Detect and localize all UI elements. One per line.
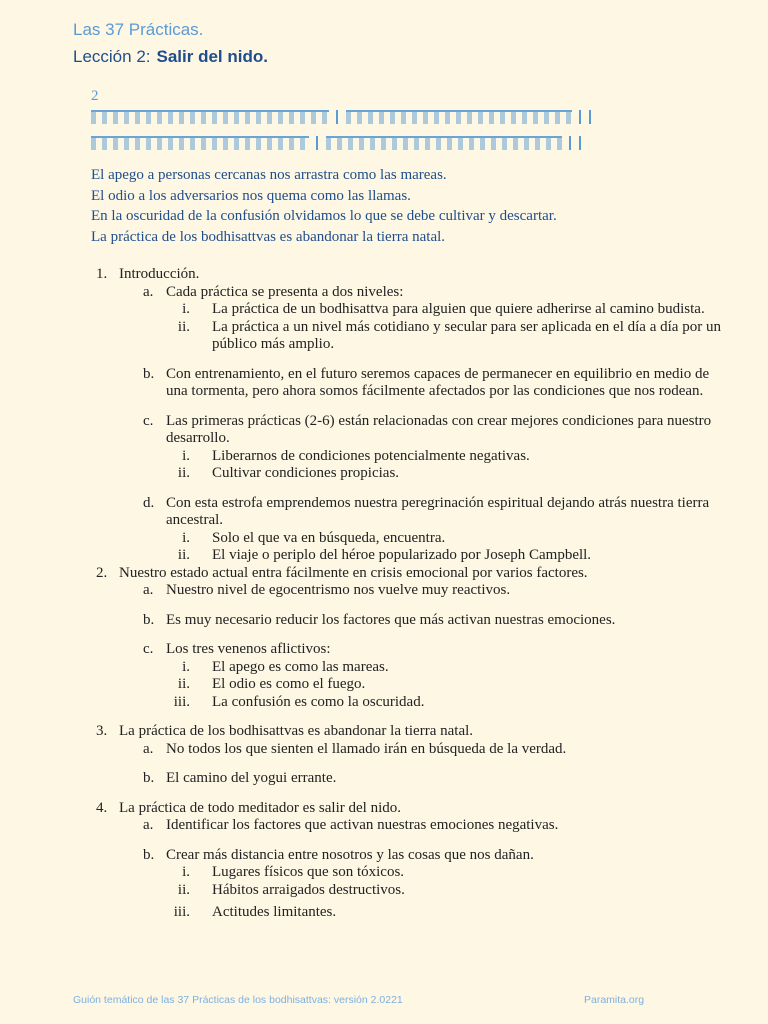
document-series-title: Las 37 Prácticas. xyxy=(73,20,204,39)
outline-item: 2. Nuestro estado actual entra fácilmente en crisis emocional por varios factores. xyxy=(96,564,588,581)
tibetan-verse xyxy=(91,106,591,158)
outline-subitem: a. Nuestro nivel de egocentrismo nos vuelve muy reactivos. xyxy=(143,582,511,598)
outline-item: 3. La práctica de los bodhisattvas es abandonar la tierra natal. xyxy=(96,723,474,739)
stanza-line: En la oscuridad de la confusión olvidamos lo que se debe cultivar y descartar. xyxy=(91,208,557,224)
outline-point: iii. La confusión es como la oscuridad. xyxy=(173,693,425,710)
tibetan-verse-line-1 xyxy=(91,106,591,128)
outline-subitem: c. Las primeras prácticas (2-6) están relacionadas con crear mejores condiciones para nuestro desarrollo. xyxy=(143,412,712,446)
outline-item: 1. Introducción. xyxy=(96,266,200,282)
tibetan-verse-line-2 xyxy=(91,132,591,154)
outline-subitem: b. Es muy necesario reducir los factores que más activan nuestras emociones. xyxy=(143,611,616,628)
outline-subitem: d. Con esta estrofa emprendemos nuestra peregrinación espiritual dejando atrás nuestra tierra ancestral. xyxy=(143,494,710,528)
outline-subitem: b. El camino del yogui errante. xyxy=(143,770,337,786)
outline-point: ii. El viaje o periplo del héroe popularizado por Joseph Campbell. xyxy=(177,547,592,563)
outline-point: i. Liberarnos de condiciones potencialmente negativas. xyxy=(182,447,530,464)
outline-subitem: b. Con entrenamiento, en el futuro seremos capaces de permanecer en equilibrio en medio de una tormenta, pero ahora somos fácilmente afectados por las condiciones que nos rodean. xyxy=(143,365,710,399)
lesson-outline xyxy=(0,266,768,922)
outline-subitem: c. Los tres venenos aflictivos: xyxy=(143,641,331,657)
stanza-line: La práctica de los bodhisattvas es abandonar la tierra natal. xyxy=(91,228,446,245)
verse-number: 2 xyxy=(91,88,99,104)
spanish-stanza xyxy=(91,165,557,247)
outline-point: i. Lugares físicos que son tóxicos. xyxy=(182,864,405,880)
footer-site: Paramita.org xyxy=(584,994,645,1006)
outline-point: ii. La práctica a un nivel más cotidiano y secular para ser aplicada en el día a día por un público más amplio. xyxy=(177,318,721,352)
outline-item: 4. La práctica de todo meditador es salir del nido. xyxy=(96,799,401,816)
outline-subitem: b. Crear más distancia entre nosotros y las cosas que nos dañan. xyxy=(143,846,534,863)
outline-subitem: a. No todos los que sienten el llamado irán en búsqueda de la verdad. xyxy=(143,740,567,757)
outline-point: i. El apego es como las mareas. xyxy=(182,658,389,675)
outline-subitem: a. Cada práctica se presenta a dos niveles: xyxy=(143,283,404,300)
outline-point: i. Solo el que va en búsqueda, encuentra. xyxy=(182,529,446,546)
outline-point: iii. Actitudes limitantes. xyxy=(173,904,337,920)
stanza-line: El apego a personas cercanas nos arrastra como las mareas. xyxy=(91,167,447,183)
stanza-line: El odio a los adversarios nos quema como las llamas. xyxy=(91,187,411,204)
outline-point: i. La práctica de un bodhisattva para alguien que quiere adherirse al camino budista. xyxy=(182,301,705,317)
lesson-name: Salir del nido. xyxy=(156,47,268,66)
outline-subitem: a. Identificar los factores que activan nuestras emociones negativas. xyxy=(143,817,559,833)
lesson-label: Lección 2: xyxy=(73,47,151,66)
outline-point: ii. El odio es como el fuego. xyxy=(177,676,366,692)
outline-point: ii. Hábitos arraigados destructivos. xyxy=(177,881,405,898)
outline-point: ii. Cultivar condiciones propicias. xyxy=(177,465,400,481)
lesson-heading xyxy=(73,47,268,67)
footer-document-info: Guión temático de las 37 Prácticas de los bodhisattvas: versión 2.0221 xyxy=(73,994,403,1006)
